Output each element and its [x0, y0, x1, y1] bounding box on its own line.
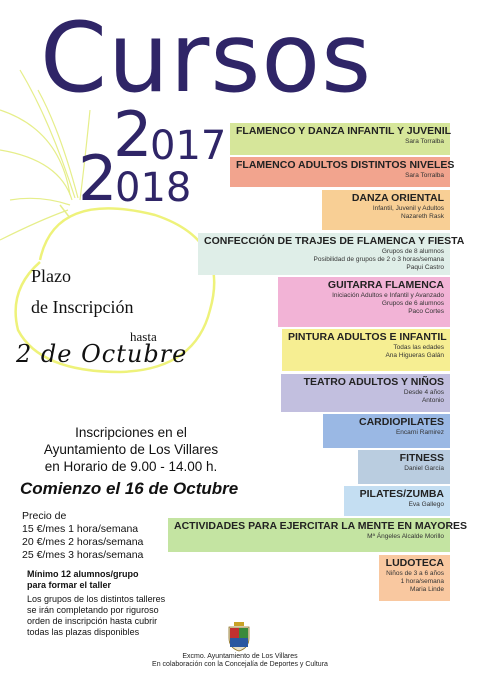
course-detail: Maria Linde: [410, 586, 444, 593]
deadline-date: 2 de Octubre: [16, 340, 188, 368]
course-box: [230, 157, 455, 187]
inscripcion-label: de Inscripción: [31, 297, 134, 317]
arrow-tip: [60, 205, 70, 218]
course-detail: Daniel García: [404, 465, 444, 472]
groups-note: [27, 594, 177, 638]
footer: [0, 653, 480, 669]
plazo-label: Plazo: [31, 266, 71, 286]
course-box: [282, 329, 450, 371]
course-name: CONFECCIÓN DE TRAJES DE FLAMENCA Y FIESTA: [204, 235, 465, 247]
course-box: [322, 190, 450, 230]
minimum-line: para formar el taller: [27, 580, 112, 590]
course-name: TEATRO ADULTOS Y NIÑOS: [303, 376, 444, 388]
year-2017-big-digit: 2: [113, 98, 153, 171]
course-box: [230, 123, 450, 155]
course-box: [281, 374, 450, 412]
course-detail: Desde 4 años: [403, 389, 444, 396]
price-block: [22, 510, 143, 562]
course-detail: Mª Ángeles Alcalde Morillo: [367, 533, 444, 540]
year-2017-rest: 017: [150, 123, 227, 169]
hasta-label: hasta: [130, 329, 157, 344]
price-row: 25 €/mes 3 horas/semana: [22, 549, 144, 561]
inscription-line: Inscripciones en el: [75, 425, 187, 440]
main-title: Cursos: [40, 2, 373, 114]
start-date: Comienzo el 16 de Octubre: [20, 479, 239, 498]
footer-line: Excmo. Ayuntamiento de Los Villares: [182, 653, 298, 660]
course-detail: 1 hora/semana: [400, 578, 444, 585]
course-detail: Todas las edades: [393, 344, 444, 351]
price-label: Precio de: [22, 510, 67, 522]
town-crest-icon: [225, 622, 253, 652]
course-detail: Sara Torralba: [405, 138, 444, 145]
course-name: FLAMENCO Y DANZA INFANTIL Y JUVENIL: [236, 125, 452, 137]
course-box: [379, 555, 450, 601]
course-detail: Grupos de 6 alumnos: [381, 300, 444, 307]
course-name: DANZA ORIENTAL: [351, 192, 444, 204]
course-detail: Antonio: [421, 397, 444, 404]
groups-note-line: orden de inscripción hasta cubrir: [27, 616, 158, 626]
course-detail: Grupos de 8 alumnos: [381, 248, 444, 255]
course-name: FLAMENCO ADULTOS DISTINTOS NIVELES: [236, 159, 455, 171]
year-2018-big-digit: 2: [78, 142, 118, 215]
course-detail: Niños de 3 a 6 años: [386, 570, 444, 577]
inscription-line: Ayuntamiento de Los Villares: [43, 442, 219, 457]
footer-line: En colaboración con la Concejalía de Deportes y Cultura: [152, 661, 328, 668]
course-name: LUDOTECA: [385, 557, 444, 569]
course-box: [168, 518, 468, 552]
course-detail: Ana Higueras Galán: [385, 352, 444, 359]
course-name: GUITARRA FLAMENCA: [327, 279, 444, 291]
course-box: [344, 486, 450, 516]
course-detail: Paqui Castro: [406, 264, 444, 271]
course-detail: Iniciación Adultos e Infantil y Avanzado: [332, 292, 444, 299]
inscription-info: [12, 424, 250, 475]
course-detail: Posibilidad de grupos de 2 o 3 horas/semana: [313, 256, 444, 263]
price-row: 20 €/mes 2 horas/semana: [22, 536, 144, 548]
course-detail: Infantil, Juvenil y Adultos: [372, 205, 444, 212]
course-name: FITNESS: [399, 452, 444, 464]
course-box: [278, 277, 450, 327]
course-box: [358, 450, 450, 484]
minimum-line: Mínimo 12 alumnos/grupo: [27, 569, 139, 579]
course-detail: Paco Cortes: [408, 308, 444, 315]
inscription-line: en Horario de 9.00 - 14.00 h.: [44, 459, 218, 474]
course-name: PILATES/ZUMBA: [359, 488, 444, 500]
minimum-students: [27, 569, 139, 591]
year-2018-rest: 018: [115, 165, 192, 211]
course-detail: Sara Torralba: [405, 172, 444, 179]
course-name: PINTURA ADULTOS E INFANTIL: [288, 331, 447, 343]
course-name: CARDIOPILATES: [359, 416, 444, 428]
course-detail: Nazareth Rask: [401, 213, 444, 220]
course-detail: Eva Gallego: [408, 501, 444, 508]
course-detail: Encarni Ramirez: [395, 429, 444, 436]
groups-note-line: Los grupos de los distintos talleres: [27, 594, 166, 604]
groups-note-line: todas las plazas disponibles: [27, 627, 140, 637]
course-box: [323, 414, 450, 448]
course-box: [198, 233, 465, 275]
groups-note-line: se irán completando por riguroso: [27, 605, 159, 615]
price-row: 15 €/mes 1 hora/semana: [22, 523, 139, 535]
course-name: ACTIVIDADES PARA EJERCITAR LA MENTE EN MAYORES: [174, 520, 468, 532]
